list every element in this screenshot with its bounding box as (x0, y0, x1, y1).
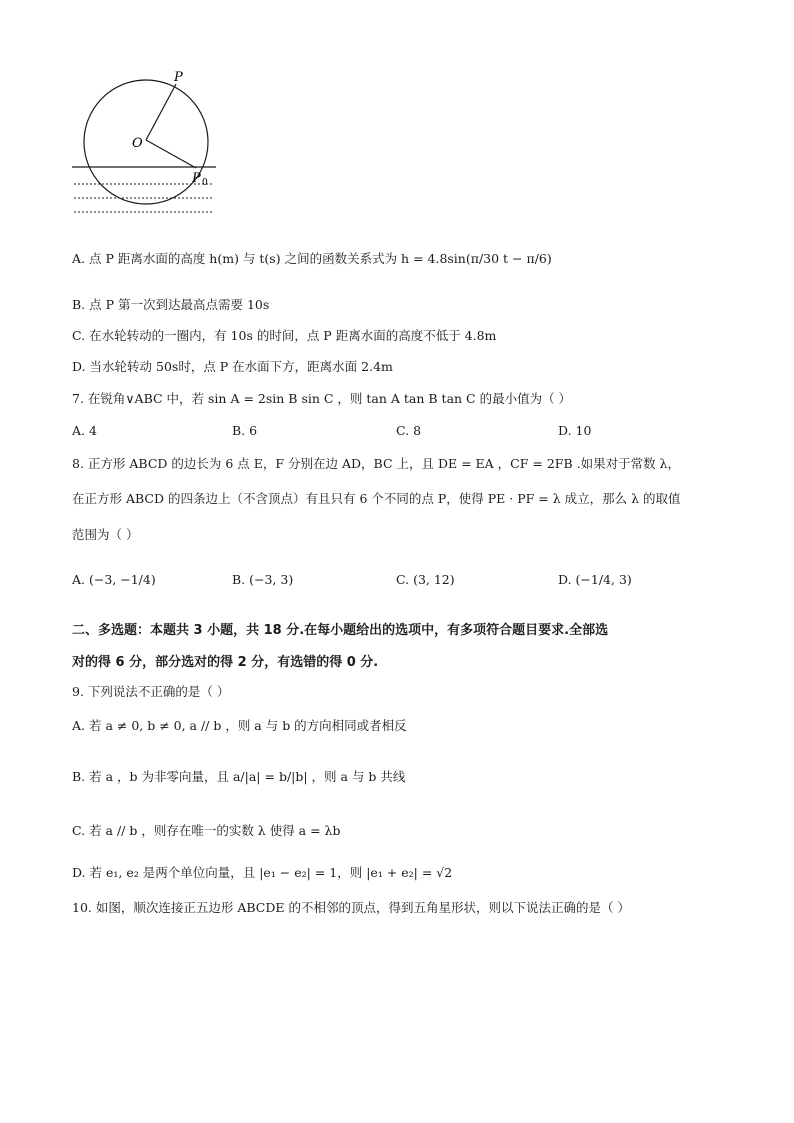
q8-option-d: D. (−1/4, 3) (558, 572, 632, 587)
label-p: P (174, 70, 183, 85)
q6-option-c: C. 在水轮转动的一圈内，有 10s 的时间，点 P 距离水面的高度不低于 4.8m (72, 328, 497, 343)
radius-op0 (146, 140, 196, 168)
q6-option-a: A. 点 P 距离水面的高度 h(m) 与 t(s) 之间的函数关系式为 h = 4.8sin(π/30 t − π/6) (72, 251, 552, 266)
q10-stem: 10. 如图，顺次连接正五边形 ABCDE 的不相邻的顶点，得到五角星形状，则以下说法正确的是（ ） (72, 900, 630, 915)
section-2-heading-line-2: 对的得 6 分，部分选对的得 2 分，有选错的得 0 分. (72, 655, 379, 670)
q7-option-a: A. 4 (72, 423, 97, 438)
q9-option-a: A. 若 a ≠ 0, b ≠ 0, a // b ，则 a 与 b 的方向相同或者相反 (72, 718, 407, 733)
q8-option-b: B. (−3, 3) (232, 572, 294, 587)
q6-option-d: D. 当水轮转动 50s时，点 P 在水面下方，距离水面 2.4m (72, 359, 393, 374)
water-wheel-figure (70, 68, 230, 220)
q7-option-b: B. 6 (232, 423, 258, 438)
section-2-heading-line-1: 二、多选题：本题共 3 小题，共 18 分.在每小题给出的选项中，有多项符合题目要求.全部选 (72, 623, 609, 638)
q9-option-d: D. 若 e₁, e₂ 是两个单位向量，且 |e₁ − e₂| = 1，则 |e₁ + e₂| = √2 (72, 865, 453, 880)
q9-stem: 9. 下列说法不正确的是（ ） (72, 684, 230, 699)
q7-stem: 7. 在锐角∨ABC 中，若 sin A = 2sin B sin C ，则 tan A tan B tan C 的最小值为（ ） (72, 391, 572, 406)
label-p0-sub: 0 (202, 178, 208, 188)
q8-option-c: C. (3, 12) (396, 572, 455, 587)
q8-line-3: 范围为（ ） (72, 527, 139, 542)
q7-option-d: D. 10 (558, 423, 592, 438)
q9-option-b: B. 若 a ，b 为非零向量，且 a/|a| = b/|b| ，则 a 与 b 共线 (72, 769, 406, 784)
q8-line-1: 8. 正方形 ABCD 的边长为 6 点 E，F 分别在边 AD，BC 上，且 DE = EA ，CF = 2FB .如果对于常数 λ， (72, 456, 680, 471)
label-p0: P (192, 171, 201, 186)
q7-option-c: C. 8 (396, 423, 422, 438)
label-o: O (132, 136, 143, 151)
q8-line-2: 在正方形 ABCD 的四条边上（不含顶点）有且只有 6 个不同的点 P，使得 PE · PF = λ 成立，那么 λ 的取值 (72, 491, 681, 506)
q8-option-a: A. (−3, −1/4) (72, 572, 156, 587)
q6-option-b: B. 点 P 第一次到达最高点需要 10s (72, 297, 270, 312)
q9-option-c: C. 若 a // b ，则存在唯一的实数 λ 使得 a = λb (72, 823, 341, 838)
wheel-circle (84, 80, 208, 204)
radius-op (146, 84, 176, 140)
